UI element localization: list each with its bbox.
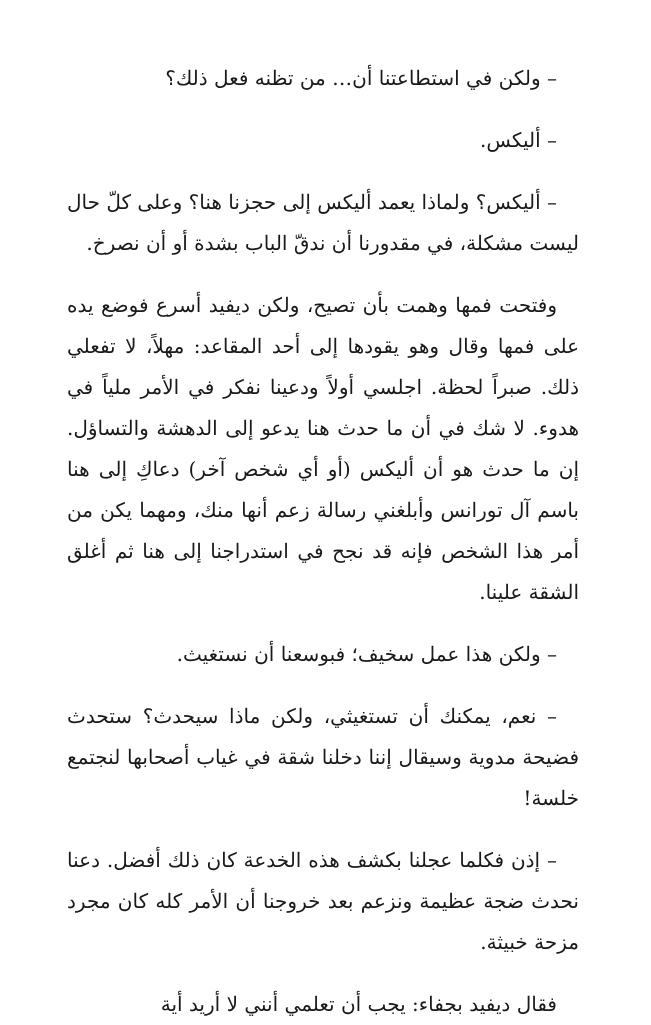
paragraph-dialogue-6: – إذن فكلما عجلنا بكشف هذه الخدعة كان ذلك أفضل. دعنا نحدث ضجة عظيمة ونزعم بعد خروجنا أن الأمر كله كان مجرد مزحة خبيثة. (67, 848, 579, 954)
paragraph-narration-1: وفتحت فمها وهمت بأن تصيح، ولكن ديفيد أسرع فوضع يده على فمها وقال وهو يقودها إلى أحد المقاعد: مهلاً، لا تفعلي ذلك. صبراً لحظة. اجلسي أولاً ودعينا نفكر في الأمر ملياً في هدوء. لا شك في أن ما حدث هنا يدعو إلى الدهشة والتساؤل. إن ما حدث هو أن أليكس (أو أي شخص آخر) دعاكِ إلى هنا باسم آل تورانس وأبلغني رسالة زعم أنها منك، ومهما يكن من أمر هذا الشخص فإنه قد نجح في استدراجنا إلى هنا ثم أغلق الشقة علينا. (67, 293, 580, 604)
paragraph-narration-2: فقال ديفيد بجفاء: يجب أن تعلمي أنني لا أريد أية (160, 992, 557, 1016)
paragraph-dialogue-3: – أليكس؟ ولماذا يعمد أليكس إلى حجزنا هنا؟ وعلى كلّ حال ليست مشكلة، في مقدورنا أن ندقّ الباب بشدة أو أن نصرخ. (67, 190, 579, 255)
paragraph-dialogue-1: – ولكن في استطاعتنا أن… من تظنه فعل ذلك؟ (165, 66, 557, 90)
paragraph-dialogue-2: – أليكس. (480, 128, 557, 152)
page-text (67, 58, 579, 1025)
paragraph-dialogue-4: – ولكن هذا عمل سخيف؛ فبوسعنا أن نستغيث. (176, 642, 557, 666)
paragraph-dialogue-5: – نعم، يمكنك أن تستغيثي، ولكن ماذا سيحدث؟ ستحدث فضيحة مدوية وسيقال إننا دخلنا شقة في غياب أصحابها لنجتمع خلسة! (67, 704, 579, 810)
